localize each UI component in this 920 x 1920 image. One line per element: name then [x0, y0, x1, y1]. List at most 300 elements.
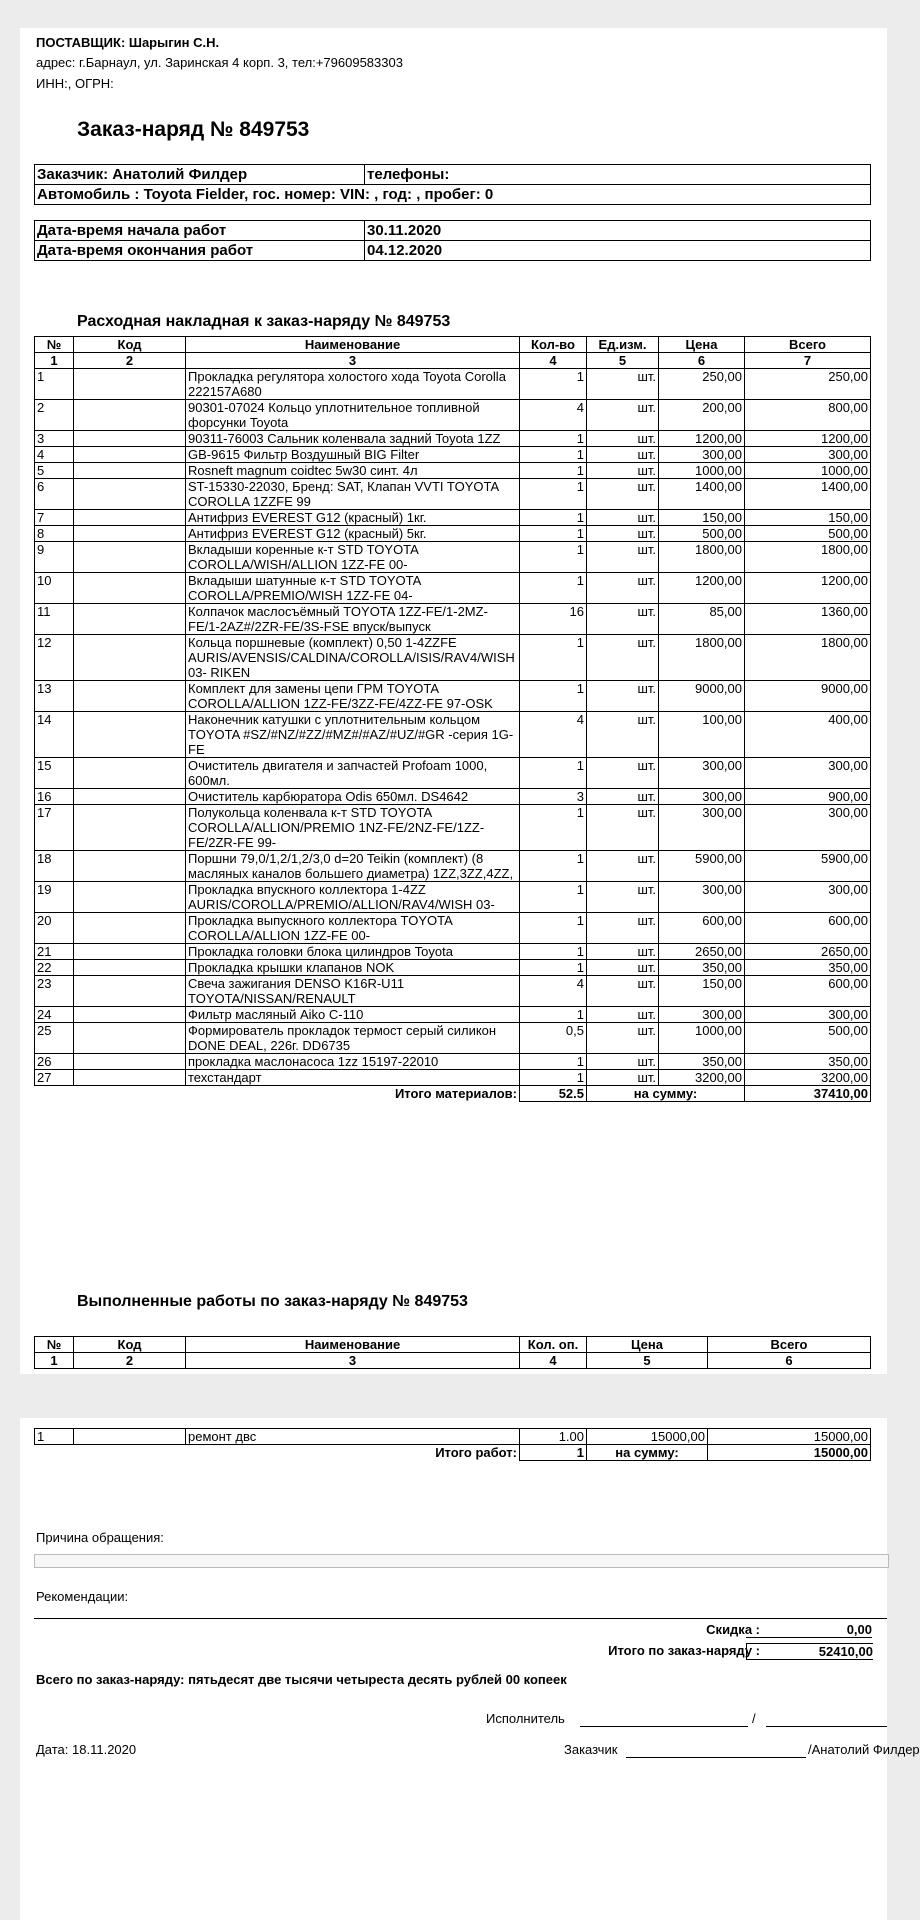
- row-total: 600,00: [745, 976, 871, 1007]
- row-unit: шт.: [587, 758, 659, 789]
- row-quantity: 1: [520, 369, 587, 400]
- row-number: 23: [35, 976, 74, 1007]
- row-number: 2: [35, 400, 74, 431]
- materials-column-header: Наименование: [186, 337, 520, 353]
- works-column-number: 5: [587, 1353, 708, 1369]
- table-row: [35, 573, 871, 604]
- row-quantity: 1: [520, 681, 587, 712]
- row-number: 19: [35, 882, 74, 913]
- row-code: [74, 400, 186, 431]
- row-unit: шт.: [587, 573, 659, 604]
- total-in-words: Всего по заказ-наряду: пятьдесят две тысячи четыреста десять рублей 00 копеек: [36, 1672, 567, 1687]
- table-row: [35, 604, 871, 635]
- row-code: [74, 851, 186, 882]
- order-title: Заказ-наряд № 849753: [77, 118, 310, 141]
- table-row: [35, 681, 871, 712]
- row-name: Колпачок маслосъёмный TOYOTA 1ZZ-FE/1-2MZ-FE/1-2AZ#/2ZR-FE/3S-FSE впуск/выпуск: [186, 604, 520, 635]
- row-quantity: 4: [520, 976, 587, 1007]
- row-number: 25: [35, 1023, 74, 1054]
- row-name: Антифриз EVEREST G12 (красный) 5кг.: [186, 526, 520, 542]
- table-row: [35, 526, 871, 542]
- row-number: 5: [35, 463, 74, 479]
- row-quantity: 1: [520, 913, 587, 944]
- works-column-header: Цена: [587, 1337, 708, 1353]
- row-code: [74, 789, 186, 805]
- row-price: 85,00: [659, 604, 745, 635]
- row-total: 1200,00: [745, 431, 871, 447]
- materials-number-row: [35, 353, 871, 369]
- row-quantity: 1: [520, 1070, 587, 1086]
- row-total: 250,00: [745, 369, 871, 400]
- row-number: 26: [35, 1054, 74, 1070]
- row-total: 1200,00: [745, 573, 871, 604]
- table-row: [35, 369, 871, 400]
- row-total: 1400,00: [745, 479, 871, 510]
- row-code: [74, 1023, 186, 1054]
- row-name: GB-9615 Фильтр Воздушный BIG Filter: [186, 447, 520, 463]
- row-total: 3200,00: [745, 1070, 871, 1086]
- row-price: 5900,00: [659, 851, 745, 882]
- row-unit: шт.: [587, 913, 659, 944]
- row-code: [74, 369, 186, 400]
- works-total-row: [35, 1445, 871, 1461]
- works-column-header: Всего: [708, 1337, 871, 1353]
- row-number: 10: [35, 573, 74, 604]
- materials-column-number: 7: [745, 353, 871, 369]
- row-price: 100,00: [659, 712, 745, 758]
- row-quantity: 1: [520, 758, 587, 789]
- row-unit: шт.: [587, 805, 659, 851]
- row-code: [74, 805, 186, 851]
- materials-column-header: №: [35, 337, 74, 353]
- materials-sum-label: на сумму:: [587, 1086, 745, 1102]
- customer-sign-name: /Анатолий Филдер: [808, 1742, 920, 1757]
- row-price: 350,00: [659, 1054, 745, 1070]
- table-row: [35, 1007, 871, 1023]
- row-name: Rosneft magnum coidtec 5w30 синт. 4л: [186, 463, 520, 479]
- row-code: [74, 542, 186, 573]
- row-code: [74, 431, 186, 447]
- row-number: 15: [35, 758, 74, 789]
- row-total: 600,00: [745, 913, 871, 944]
- row-total: 1800,00: [745, 542, 871, 573]
- row-code: [74, 1429, 186, 1445]
- car-cell: Автомобиль : Toyota Fielder, гос. номер: VIN: , год: , пробег: 0: [35, 185, 871, 205]
- works-header-row: [35, 1337, 871, 1353]
- row-price: 1000,00: [659, 463, 745, 479]
- row-name: прокладка маслонасоса 1zz 15197-22010: [186, 1054, 520, 1070]
- row-total: 300,00: [745, 1007, 871, 1023]
- row-number: 14: [35, 712, 74, 758]
- row-quantity: 1: [520, 635, 587, 681]
- row-price: 150,00: [659, 510, 745, 526]
- row-name: Наконечник катушки с уплотнительным кольцом TOYOTA #SZ/#NZ/#ZZ/#MZ#/#AZ/#UZ/#GR -серия 1G-FE: [186, 712, 520, 758]
- row-code: [74, 960, 186, 976]
- row-unit: шт.: [587, 400, 659, 431]
- materials-column-header: Код: [74, 337, 186, 353]
- row-code: [74, 1070, 186, 1086]
- row-total: 1800,00: [745, 635, 871, 681]
- row-price: 15000,00: [587, 1429, 708, 1445]
- table-row: [35, 805, 871, 851]
- materials-sum-value: 37410,00: [745, 1086, 871, 1102]
- start-label: Дата-время начала работ: [35, 221, 365, 241]
- row-unit: шт.: [587, 976, 659, 1007]
- row-price: 1800,00: [659, 542, 745, 573]
- row-unit: шт.: [587, 542, 659, 573]
- row-total: 350,00: [745, 960, 871, 976]
- materials-total-label: Итого материалов:: [394, 1086, 517, 1101]
- row-code: [74, 604, 186, 635]
- materials-column-number: 3: [186, 353, 520, 369]
- works-total-qty: 1: [520, 1445, 587, 1461]
- row-name: Поршни 79,0/1,2/1,2/3,0 d=20 Teikin (комплект) (8 масляных каналов большего диаметра) 1ZZ,3ZZ,4ZZ,: [186, 851, 520, 882]
- materials-column-header: Всего: [745, 337, 871, 353]
- materials-column-number: 1: [35, 353, 74, 369]
- row-unit: шт.: [587, 369, 659, 400]
- reason-field: [34, 1554, 889, 1568]
- row-name: техстандарт: [186, 1070, 520, 1086]
- materials-header-row: [35, 337, 871, 353]
- row-price: 350,00: [659, 960, 745, 976]
- materials-column-header: Ед.изм.: [587, 337, 659, 353]
- row-name: Кольца поршневые (комплект) 0,50 1-4ZZFE AURIS/AVENSIS/CALDINA/COROLLA/ISIS/RAV4/WISH 03- RIKEN: [186, 635, 520, 681]
- row-code: [74, 510, 186, 526]
- row-number: 6: [35, 479, 74, 510]
- works-number-row: [35, 1353, 871, 1369]
- table-row: [35, 789, 871, 805]
- row-name: Вкладыши шатунные к-т STD TOYOTA COROLLA/PREMIO/WISH 1ZZ-FE 04-: [186, 573, 520, 604]
- row-quantity: 1: [520, 510, 587, 526]
- row-quantity: 1: [520, 526, 587, 542]
- row-number: 24: [35, 1007, 74, 1023]
- customer-sign-label: Заказчик: [564, 1742, 618, 1757]
- materials-total-row: [35, 1086, 871, 1102]
- date-label: Дата: 18.11.2020: [36, 1742, 137, 1757]
- row-number: 1: [35, 369, 74, 400]
- row-number: 17: [35, 805, 74, 851]
- table-row: [35, 712, 871, 758]
- row-number: 18: [35, 851, 74, 882]
- executor-slash: /: [752, 1711, 756, 1726]
- row-price: 1000,00: [659, 1023, 745, 1054]
- table-row: [35, 479, 871, 510]
- row-total: 300,00: [745, 882, 871, 913]
- executor-name-line: [766, 1726, 887, 1727]
- row-total: 1360,00: [745, 604, 871, 635]
- row-unit: шт.: [587, 604, 659, 635]
- row-quantity: 1: [520, 479, 587, 510]
- row-quantity: 1: [520, 882, 587, 913]
- row-unit: шт.: [587, 789, 659, 805]
- row-quantity: 1: [520, 447, 587, 463]
- row-name: 90301-07024 Кольцо уплотнительное топливной форсунки Toyota: [186, 400, 520, 431]
- row-code: [74, 526, 186, 542]
- supplier-address: адрес: г.Барнаул, ул. Заринская 4 корп. 3, тел:+79609583303: [36, 55, 403, 70]
- row-number: 4: [35, 447, 74, 463]
- row-unit: шт.: [587, 944, 659, 960]
- materials-column-number: 6: [659, 353, 745, 369]
- row-total: 350,00: [745, 1054, 871, 1070]
- row-quantity: 1: [520, 463, 587, 479]
- row-price: 1200,00: [659, 431, 745, 447]
- row-number: 11: [35, 604, 74, 635]
- discount-label: Скидка :: [706, 1622, 760, 1637]
- row-code: [74, 712, 186, 758]
- works-column-header: Кол. оп.: [520, 1337, 587, 1353]
- row-name: Прокладка крышки клапанов NOK: [186, 960, 520, 976]
- customer-cell: Заказчик: Анатолий Филдер: [35, 165, 365, 185]
- table-row: [35, 758, 871, 789]
- row-unit: шт.: [587, 510, 659, 526]
- materials-column-header: Кол-во: [520, 337, 587, 353]
- row-unit: шт.: [587, 1007, 659, 1023]
- row-price: 300,00: [659, 758, 745, 789]
- row-unit: шт.: [587, 447, 659, 463]
- table-row: [35, 447, 871, 463]
- row-unit: шт.: [587, 431, 659, 447]
- row-total: 300,00: [745, 758, 871, 789]
- row-price: 500,00: [659, 526, 745, 542]
- table-row: [35, 1054, 871, 1070]
- row-name: Прокладка впускного коллектора 1-4ZZ AURIS/COROLLA/PREMIO/ALLION/RAV4/WISH 03-: [186, 882, 520, 913]
- row-price: 300,00: [659, 447, 745, 463]
- order-total-value: 52410,00: [746, 1643, 873, 1660]
- row-quantity: 16: [520, 604, 587, 635]
- row-name: Прокладка головки блока цилиндров Toyota: [186, 944, 520, 960]
- row-number: 22: [35, 960, 74, 976]
- works-column-number: 3: [186, 1353, 520, 1369]
- row-quantity: 1: [520, 805, 587, 851]
- materials-title: Расходная накладная к заказ-наряду № 849753: [77, 313, 451, 330]
- row-unit: шт.: [587, 960, 659, 976]
- table-row: [35, 510, 871, 526]
- works-total-label: Итого работ:: [435, 1445, 517, 1460]
- row-quantity: 1: [520, 944, 587, 960]
- works-column-header: Наименование: [186, 1337, 520, 1353]
- row-price: 3200,00: [659, 1070, 745, 1086]
- row-name: Очиститель двигателя и запчастей Profoam 1000, 600мл.: [186, 758, 520, 789]
- start-value: 30.11.2020: [365, 221, 871, 241]
- row-name: Вкладыши коренные к-т STD TOYOTA COROLLA/WISH/ALLION 1ZZ-FE 00-: [186, 542, 520, 573]
- executor-signature-line: [580, 1726, 748, 1727]
- row-price: 1400,00: [659, 479, 745, 510]
- row-unit: шт.: [587, 1054, 659, 1070]
- row-number: 13: [35, 681, 74, 712]
- row-price: 300,00: [659, 882, 745, 913]
- row-total: 800,00: [745, 400, 871, 431]
- row-number: 1: [35, 1429, 74, 1445]
- row-name: Формирователь прокладок термост серый силикон DONE DEAL, 226г. DD6735: [186, 1023, 520, 1054]
- works-table: [34, 1428, 871, 1461]
- table-row: [35, 635, 871, 681]
- row-quantity: 1: [520, 851, 587, 882]
- row-unit: шт.: [587, 1023, 659, 1054]
- row-quantity: 1: [520, 431, 587, 447]
- works-header-table: [34, 1336, 871, 1369]
- row-name: Свеча зажигания DENSO K16R-U11 TOYOTA/NISSAN/RENAULT: [186, 976, 520, 1007]
- works-title: Выполненные работы по заказ-наряду № 849753: [77, 1293, 468, 1310]
- recommendations-line: [34, 1618, 887, 1619]
- row-unit: шт.: [587, 681, 659, 712]
- materials-table: [34, 336, 871, 1102]
- table-row: [35, 542, 871, 573]
- row-total: 2650,00: [745, 944, 871, 960]
- row-price: 1200,00: [659, 573, 745, 604]
- row-code: [74, 635, 186, 681]
- row-unit: шт.: [587, 635, 659, 681]
- row-unit: шт.: [587, 526, 659, 542]
- row-quantity: 1: [520, 1007, 587, 1023]
- row-code: [74, 1054, 186, 1070]
- materials-column-number: 2: [74, 353, 186, 369]
- row-unit: шт.: [587, 463, 659, 479]
- row-unit: шт.: [587, 479, 659, 510]
- row-code: [74, 976, 186, 1007]
- row-code: [74, 1007, 186, 1023]
- row-number: 21: [35, 944, 74, 960]
- table-row: [35, 913, 871, 944]
- row-quantity: 0,5: [520, 1023, 587, 1054]
- row-price: 2650,00: [659, 944, 745, 960]
- row-name: Прокладка регулятора холостого хода Toyota Corolla 222157A680: [186, 369, 520, 400]
- row-code: [74, 479, 186, 510]
- executor-label: Исполнитель: [486, 1711, 565, 1726]
- row-total: 300,00: [745, 447, 871, 463]
- phones-cell: телефоны:: [365, 165, 871, 185]
- reason-label: Причина обращения:: [36, 1530, 164, 1545]
- table-row: [35, 960, 871, 976]
- row-total: 1000,00: [745, 463, 871, 479]
- row-number: 7: [35, 510, 74, 526]
- works-column-number: 4: [520, 1353, 587, 1369]
- row-name: Фильтр масляный Aiko C-110: [186, 1007, 520, 1023]
- row-name: Полукольца коленвала к-т STD TOYOTA COROLLA/ALLION/PREMIO 1NZ-FE/2NZ-FE/1ZZ-FE/2ZR-FE 99-: [186, 805, 520, 851]
- row-total: 150,00: [745, 510, 871, 526]
- works-column-number: 6: [708, 1353, 871, 1369]
- discount-value: 0,00: [746, 1622, 872, 1638]
- works-column-header: Код: [74, 1337, 186, 1353]
- row-code: [74, 758, 186, 789]
- row-number: 8: [35, 526, 74, 542]
- row-unit: шт.: [587, 712, 659, 758]
- customer-info-table: [34, 164, 871, 205]
- row-name: Антифриз EVEREST G12 (красный) 1кг.: [186, 510, 520, 526]
- end-label: Дата-время окончания работ: [35, 241, 365, 261]
- customer-signature-line: [626, 1757, 806, 1758]
- table-row: [35, 1070, 871, 1086]
- row-number: 3: [35, 431, 74, 447]
- materials-column-number: 5: [587, 353, 659, 369]
- row-price: 300,00: [659, 789, 745, 805]
- table-row: [35, 882, 871, 913]
- table-row: [35, 400, 871, 431]
- row-name: Прокладка выпускного коллектора TOYOTA COROLLA/ALLION 1ZZ-FE 00-: [186, 913, 520, 944]
- row-price: 150,00: [659, 976, 745, 1007]
- works-sum-label: на сумму:: [587, 1445, 708, 1461]
- table-row: [35, 976, 871, 1007]
- supplier-inn: ИНН:, ОГРН:: [36, 76, 114, 91]
- row-unit: шт.: [587, 1070, 659, 1086]
- document-page-2: [20, 1418, 920, 1920]
- row-price: 300,00: [659, 805, 745, 851]
- row-number: 16: [35, 789, 74, 805]
- row-quantity: 4: [520, 400, 587, 431]
- row-quantity: 1.00: [520, 1429, 587, 1445]
- row-name: 90311-76003 Сальник коленвала задний Toyota 1ZZ: [186, 431, 520, 447]
- row-quantity: 1: [520, 1054, 587, 1070]
- table-row: [35, 463, 871, 479]
- end-value: 04.12.2020: [365, 241, 871, 261]
- row-price: 300,00: [659, 1007, 745, 1023]
- row-number: 20: [35, 913, 74, 944]
- row-name: ремонт двс: [186, 1429, 520, 1445]
- table-row: [35, 431, 871, 447]
- row-total: 15000,00: [708, 1429, 871, 1445]
- table-row: [35, 851, 871, 882]
- materials-column-number: 4: [520, 353, 587, 369]
- row-quantity: 4: [520, 712, 587, 758]
- materials-column-header: Цена: [659, 337, 745, 353]
- row-code: [74, 447, 186, 463]
- row-price: 9000,00: [659, 681, 745, 712]
- order-total-label: Итого по заказ-наряду :: [608, 1643, 760, 1658]
- row-total: 5900,00: [745, 851, 871, 882]
- row-number: 27: [35, 1070, 74, 1086]
- row-number: 9: [35, 542, 74, 573]
- materials-total-qty: 52.5: [520, 1086, 587, 1102]
- row-total: 900,00: [745, 789, 871, 805]
- works-sum-value: 15000,00: [708, 1445, 871, 1461]
- row-code: [74, 573, 186, 604]
- row-code: [74, 681, 186, 712]
- row-name: Комплект для замены цепи ГРМ TOYOTA COROLLA/ALLION 1ZZ-FE/3ZZ-FE/4ZZ-FE 97-OSK: [186, 681, 520, 712]
- row-total: 9000,00: [745, 681, 871, 712]
- row-quantity: 1: [520, 573, 587, 604]
- works-column-number: 2: [74, 1353, 186, 1369]
- row-code: [74, 463, 186, 479]
- row-quantity: 1: [520, 542, 587, 573]
- row-price: 200,00: [659, 400, 745, 431]
- row-price: 600,00: [659, 913, 745, 944]
- supplier-name: ПОСТАВЩИК: Шарыгин С.Н.: [36, 35, 220, 50]
- row-total: 400,00: [745, 712, 871, 758]
- works-column-header: №: [35, 1337, 74, 1353]
- dates-table: [34, 220, 871, 261]
- row-number: 12: [35, 635, 74, 681]
- row-name: ST-15330-22030, Бренд: SAT, Клапан VVTI TOYOTA COROLLA 1ZZFE 99: [186, 479, 520, 510]
- table-row: [35, 1023, 871, 1054]
- row-unit: шт.: [587, 851, 659, 882]
- row-total: 500,00: [745, 526, 871, 542]
- row-price: 250,00: [659, 369, 745, 400]
- row-code: [74, 913, 186, 944]
- row-unit: шт.: [587, 882, 659, 913]
- recommendations-label: Рекомендации:: [36, 1589, 129, 1604]
- row-name: Очиститель карбюратора Odis 650мл. DS4642: [186, 789, 520, 805]
- works-column-number: 1: [35, 1353, 74, 1369]
- row-total: 300,00: [745, 805, 871, 851]
- row-quantity: 3: [520, 789, 587, 805]
- table-row: [35, 1429, 871, 1445]
- row-code: [74, 882, 186, 913]
- document-page-1: [20, 28, 887, 1374]
- row-price: 1800,00: [659, 635, 745, 681]
- row-code: [74, 944, 186, 960]
- table-row: [35, 944, 871, 960]
- row-quantity: 1: [520, 960, 587, 976]
- row-total: 500,00: [745, 1023, 871, 1054]
